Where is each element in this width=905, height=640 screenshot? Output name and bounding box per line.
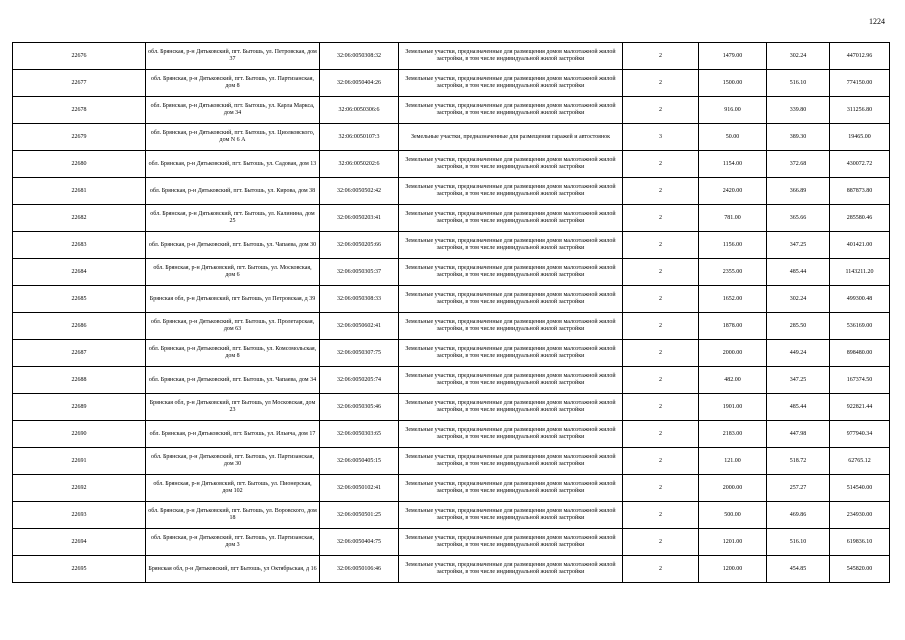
specific-value-cell: 365.66	[767, 205, 830, 232]
total-value-cell: 977940.34	[830, 421, 890, 448]
area-cell: 1500.00	[699, 70, 767, 97]
row-id-cell: 22684	[13, 259, 146, 286]
total-value-cell: 311256.80	[830, 97, 890, 124]
specific-value-cell: 339.80	[767, 97, 830, 124]
group-cell: 3	[623, 124, 699, 151]
land-use-cell: Земельные участки, предназначенные для размещения домов малоэтажной жилой застройки, в том числе индивидуальной жилой застройки	[399, 70, 623, 97]
table-row	[13, 232, 890, 259]
total-value-cell: 545820.00	[830, 556, 890, 583]
group-cell: 2	[623, 448, 699, 475]
group-cell: 2	[623, 556, 699, 583]
land-use-cell: Земельные участки, предназначенные для размещения домов малоэтажной жилой застройки, в том числе индивидуальной жилой застройки	[399, 43, 623, 70]
row-id-cell: 22677	[13, 70, 146, 97]
specific-value-cell: 257.27	[767, 475, 830, 502]
table-row	[13, 421, 890, 448]
total-value-cell: 401421.00	[830, 232, 890, 259]
area-cell: 2355.00	[699, 259, 767, 286]
cadastral-number-cell: 32:06:0050205:66	[320, 232, 399, 259]
total-value-cell: 536169.00	[830, 313, 890, 340]
table-row	[13, 556, 890, 583]
row-id-cell: 22692	[13, 475, 146, 502]
land-use-cell: Земельные участки, предназначенные для размещения домов малоэтажной жилой застройки, в том числе индивидуальной жилой застройки	[399, 178, 623, 205]
specific-value-cell: 302.24	[767, 286, 830, 313]
table-row	[13, 448, 890, 475]
specific-value-cell: 449.24	[767, 340, 830, 367]
total-value-cell: 898480.00	[830, 340, 890, 367]
total-value-cell: 62765.12	[830, 448, 890, 475]
area-cell: 781.00	[699, 205, 767, 232]
row-id-cell: 22690	[13, 421, 146, 448]
table-row	[13, 70, 890, 97]
land-use-cell: Земельные участки, предназначенные для размещения домов малоэтажной жилой застройки, в том числе индивидуальной жилой застройки	[399, 313, 623, 340]
area-cell: 1901.00	[699, 394, 767, 421]
specific-value-cell: 454.85	[767, 556, 830, 583]
area-cell: 500.00	[699, 502, 767, 529]
land-use-cell: Земельные участки, предназначенные для размещения домов малоэтажной жилой застройки, в том числе индивидуальной жилой застройки	[399, 529, 623, 556]
address-cell: Брянская обл, р-н Дятьковский, пгт Бытошь, ул Петровская, д 39	[146, 286, 320, 313]
table-row	[13, 340, 890, 367]
cadastral-number-cell: 32:06:0050308:32	[320, 43, 399, 70]
address-cell: обл. Брянская, р-н Дятьковский, пгт. Бытошь, ул. Калинина, дом 25	[146, 205, 320, 232]
land-use-cell: Земельные участки, предназначенные для размещения домов малоэтажной жилой застройки, в том числе индивидуальной жилой застройки	[399, 286, 623, 313]
cadastral-number-cell: 32:06:0050303:65	[320, 421, 399, 448]
table-row	[13, 97, 890, 124]
table-row	[13, 529, 890, 556]
row-id-cell: 22681	[13, 178, 146, 205]
group-cell: 2	[623, 178, 699, 205]
group-cell: 2	[623, 43, 699, 70]
specific-value-cell: 516.10	[767, 70, 830, 97]
address-cell: обл. Брянская, р-н Дятьковский, пгт. Бытошь, ул. Комсомольская, дом 8	[146, 340, 320, 367]
group-cell: 2	[623, 502, 699, 529]
cadastral-number-cell: 32:06:0050308:33	[320, 286, 399, 313]
specific-value-cell: 516.10	[767, 529, 830, 556]
specific-value-cell: 447.98	[767, 421, 830, 448]
total-value-cell: 234930.00	[830, 502, 890, 529]
table-row	[13, 259, 890, 286]
row-id-cell: 22685	[13, 286, 146, 313]
land-use-cell: Земельные участки, предназначенные для размещения домов малоэтажной жилой застройки, в том числе индивидуальной жилой застройки	[399, 151, 623, 178]
land-use-cell: Земельные участки, предназначенные для размещения домов малоэтажной жилой застройки, в том числе индивидуальной жилой застройки	[399, 259, 623, 286]
group-cell: 2	[623, 259, 699, 286]
area-cell: 1156.00	[699, 232, 767, 259]
row-id-cell: 22688	[13, 367, 146, 394]
address-cell: обл. Брянская, р-н Дятьковский, пгт. Бытошь, ул. Карла Маркса, дом 34	[146, 97, 320, 124]
row-id-cell: 22680	[13, 151, 146, 178]
land-use-cell: Земельные участки, предназначенные для размещения домов малоэтажной жилой застройки, в том числе индивидуальной жилой застройки	[399, 367, 623, 394]
cadastral-number-cell: 32:06:0050106:46	[320, 556, 399, 583]
area-cell: 1652.00	[699, 286, 767, 313]
table-row	[13, 43, 890, 70]
specific-value-cell: 285.50	[767, 313, 830, 340]
area-cell: 916.00	[699, 97, 767, 124]
specific-value-cell: 485.44	[767, 259, 830, 286]
land-use-cell: Земельные участки, предназначенные для размещения гаражей и автостоянок	[399, 124, 623, 151]
row-id-cell: 22676	[13, 43, 146, 70]
cadastral-number-cell: 32:06:0050502:42	[320, 178, 399, 205]
specific-value-cell: 518.72	[767, 448, 830, 475]
land-use-cell: Земельные участки, предназначенные для размещения домов малоэтажной жилой застройки, в том числе индивидуальной жилой застройки	[399, 232, 623, 259]
specific-value-cell: 485.44	[767, 394, 830, 421]
specific-value-cell: 372.68	[767, 151, 830, 178]
cadastral-number-cell: 32:06:0050501:25	[320, 502, 399, 529]
cadastral-number-cell: 32:06:0050602:41	[320, 313, 399, 340]
address-cell: обл. Брянская, р-н Дятьковский, пгт. Бытошь, ул. Воровского, дом 18	[146, 502, 320, 529]
cadastral-number-cell: 32:06:0050307:75	[320, 340, 399, 367]
cadastral-number-cell: 32:06:0050203:41	[320, 205, 399, 232]
table-row	[13, 475, 890, 502]
page-number: 1224	[869, 17, 885, 26]
area-cell: 1878.00	[699, 313, 767, 340]
address-cell: обл. Брянская, р-н Дятьковский, пгт. Бытошь, ул. Петровская, дом 37	[146, 43, 320, 70]
total-value-cell: 922821.44	[830, 394, 890, 421]
group-cell: 2	[623, 475, 699, 502]
address-cell: обл. Брянская, р-н Дятьковский, пгт. Бытошь, ул. Циолковского, дом N 6 А	[146, 124, 320, 151]
specific-value-cell: 366.89	[767, 178, 830, 205]
land-use-cell: Земельные участки, предназначенные для размещения домов малоэтажной жилой застройки, в том числе индивидуальной жилой застройки	[399, 205, 623, 232]
cadastral-number-cell: 32:06:0050305:37	[320, 259, 399, 286]
address-cell: обл. Брянская, р-н Дятьковский, пгт. Бытошь, ул. Садовая, дом 13	[146, 151, 320, 178]
group-cell: 2	[623, 232, 699, 259]
cadastral-number-cell: 32:06:0050305:46	[320, 394, 399, 421]
row-id-cell: 22689	[13, 394, 146, 421]
row-id-cell: 22678	[13, 97, 146, 124]
row-id-cell: 22687	[13, 340, 146, 367]
specific-value-cell: 469.86	[767, 502, 830, 529]
area-cell: 1200.00	[699, 556, 767, 583]
total-value-cell: 1143211.20	[830, 259, 890, 286]
total-value-cell: 619836.10	[830, 529, 890, 556]
table-row	[13, 313, 890, 340]
address-cell: обл. Брянская, р-н Дятьковский, пгт. Бытошь, ул. Ильича, дом 17	[146, 421, 320, 448]
cadastral-number-cell: 32:06:0050205:74	[320, 367, 399, 394]
address-cell: обл. Брянская, р-н Дятьковский, пгт. Бытошь, ул. Чапаева, дом 30	[146, 232, 320, 259]
address-cell: обл. Брянская, р-н Дятьковский, пгт. Бытошь, ул. Партизанская, дом 30	[146, 448, 320, 475]
land-use-cell: Земельные участки, предназначенные для размещения домов малоэтажной жилой застройки, в том числе индивидуальной жилой застройки	[399, 421, 623, 448]
table-row	[13, 286, 890, 313]
total-value-cell: 19465.00	[830, 124, 890, 151]
address-cell: обл. Брянская, р-н Дятьковский, пгт. Бытошь, ул. Чапаева, дом 34	[146, 367, 320, 394]
area-cell: 1479.00	[699, 43, 767, 70]
cadastral-number-cell: 32:06:0050404:75	[320, 529, 399, 556]
cadastral-number-cell: 32:06:0050202:6	[320, 151, 399, 178]
land-use-cell: Земельные участки, предназначенные для размещения домов малоэтажной жилой застройки, в том числе индивидуальной жилой застройки	[399, 502, 623, 529]
row-id-cell: 22695	[13, 556, 146, 583]
total-value-cell: 447012.96	[830, 43, 890, 70]
area-cell: 2420.00	[699, 178, 767, 205]
land-use-cell: Земельные участки, предназначенные для размещения домов малоэтажной жилой застройки, в том числе индивидуальной жилой застройки	[399, 556, 623, 583]
group-cell: 2	[623, 70, 699, 97]
specific-value-cell: 302.24	[767, 43, 830, 70]
row-id-cell: 22682	[13, 205, 146, 232]
table-row	[13, 124, 890, 151]
cadastral-number-cell: 32:06:0050306:6	[320, 97, 399, 124]
table-row	[13, 151, 890, 178]
group-cell: 2	[623, 367, 699, 394]
address-cell: обл. Брянская, р-н Дятьковский, пгт. Бытошь, ул. Московская, дом 6	[146, 259, 320, 286]
total-value-cell: 887873.80	[830, 178, 890, 205]
row-id-cell: 22686	[13, 313, 146, 340]
area-cell: 1154.00	[699, 151, 767, 178]
land-use-cell: Земельные участки, предназначенные для размещения домов малоэтажной жилой застройки, в том числе индивидуальной жилой застройки	[399, 394, 623, 421]
group-cell: 2	[623, 205, 699, 232]
total-value-cell: 499300.48	[830, 286, 890, 313]
row-id-cell: 22679	[13, 124, 146, 151]
group-cell: 2	[623, 313, 699, 340]
group-cell: 2	[623, 97, 699, 124]
group-cell: 2	[623, 421, 699, 448]
group-cell: 2	[623, 286, 699, 313]
row-id-cell: 22694	[13, 529, 146, 556]
table-row	[13, 502, 890, 529]
cadastral-number-cell: 32:06:0050107:3	[320, 124, 399, 151]
land-use-cell: Земельные участки, предназначенные для размещения домов малоэтажной жилой застройки, в том числе индивидуальной жилой застройки	[399, 475, 623, 502]
table-row	[13, 367, 890, 394]
address-cell: Брянская обл, р-н Дятьковский, пгт Бытошь, ул Октябрьская, д 16	[146, 556, 320, 583]
area-cell: 50.00	[699, 124, 767, 151]
row-id-cell: 22693	[13, 502, 146, 529]
land-use-cell: Земельные участки, предназначенные для размещения домов малоэтажной жилой застройки, в том числе индивидуальной жилой застройки	[399, 340, 623, 367]
address-cell: обл. Брянская, р-н Дятьковский, пгт. Бытошь, ул. Партизанская, дом 8	[146, 70, 320, 97]
address-cell: обл. Брянская, р-н Дятьковский, пгт. Бытошь, ул. Пионерская, дом 102	[146, 475, 320, 502]
total-value-cell: 285580.46	[830, 205, 890, 232]
group-cell: 2	[623, 394, 699, 421]
table-row	[13, 178, 890, 205]
cadastral-number-cell: 32:06:0050405:15	[320, 448, 399, 475]
area-cell: 1201.00	[699, 529, 767, 556]
specific-value-cell: 389.30	[767, 124, 830, 151]
group-cell: 2	[623, 151, 699, 178]
area-cell: 2000.00	[699, 340, 767, 367]
address-cell: обл. Брянская, р-н Дятьковский, пгт. Бытошь, ул. Пролетарская, дом 63	[146, 313, 320, 340]
cadastral-number-cell: 32:06:0050102:41	[320, 475, 399, 502]
land-use-cell: Земельные участки, предназначенные для размещения домов малоэтажной жилой застройки, в том числе индивидуальной жилой застройки	[399, 97, 623, 124]
area-cell: 482.00	[699, 367, 767, 394]
area-cell: 2183.00	[699, 421, 767, 448]
total-value-cell: 774150.00	[830, 70, 890, 97]
table-row	[13, 205, 890, 232]
address-cell: Брянская обл, р-н Дятьковский, пгт Бытошь, ул Московская, дом 23	[146, 394, 320, 421]
land-use-cell: Земельные участки, предназначенные для размещения домов малоэтажной жилой застройки, в том числе индивидуальной жилой застройки	[399, 448, 623, 475]
total-value-cell: 167374.50	[830, 367, 890, 394]
row-id-cell: 22683	[13, 232, 146, 259]
specific-value-cell: 347.25	[767, 232, 830, 259]
registry-body	[13, 43, 890, 583]
area-cell: 121.00	[699, 448, 767, 475]
address-cell: обл. Брянская, р-н Дятьковский, пгт. Бытошь, ул. Кирова, дом 38	[146, 178, 320, 205]
cadastral-number-cell: 32:06:0050404:26	[320, 70, 399, 97]
total-value-cell: 514540.00	[830, 475, 890, 502]
row-id-cell: 22691	[13, 448, 146, 475]
group-cell: 2	[623, 529, 699, 556]
land-registry-table	[12, 42, 890, 583]
address-cell: обл. Брянская, р-н Дятьковский, пгт. Бытошь, ул. Партизанская, дом 3	[146, 529, 320, 556]
group-cell: 2	[623, 340, 699, 367]
table-row	[13, 394, 890, 421]
specific-value-cell: 347.25	[767, 367, 830, 394]
total-value-cell: 430072.72	[830, 151, 890, 178]
area-cell: 2000.00	[699, 475, 767, 502]
